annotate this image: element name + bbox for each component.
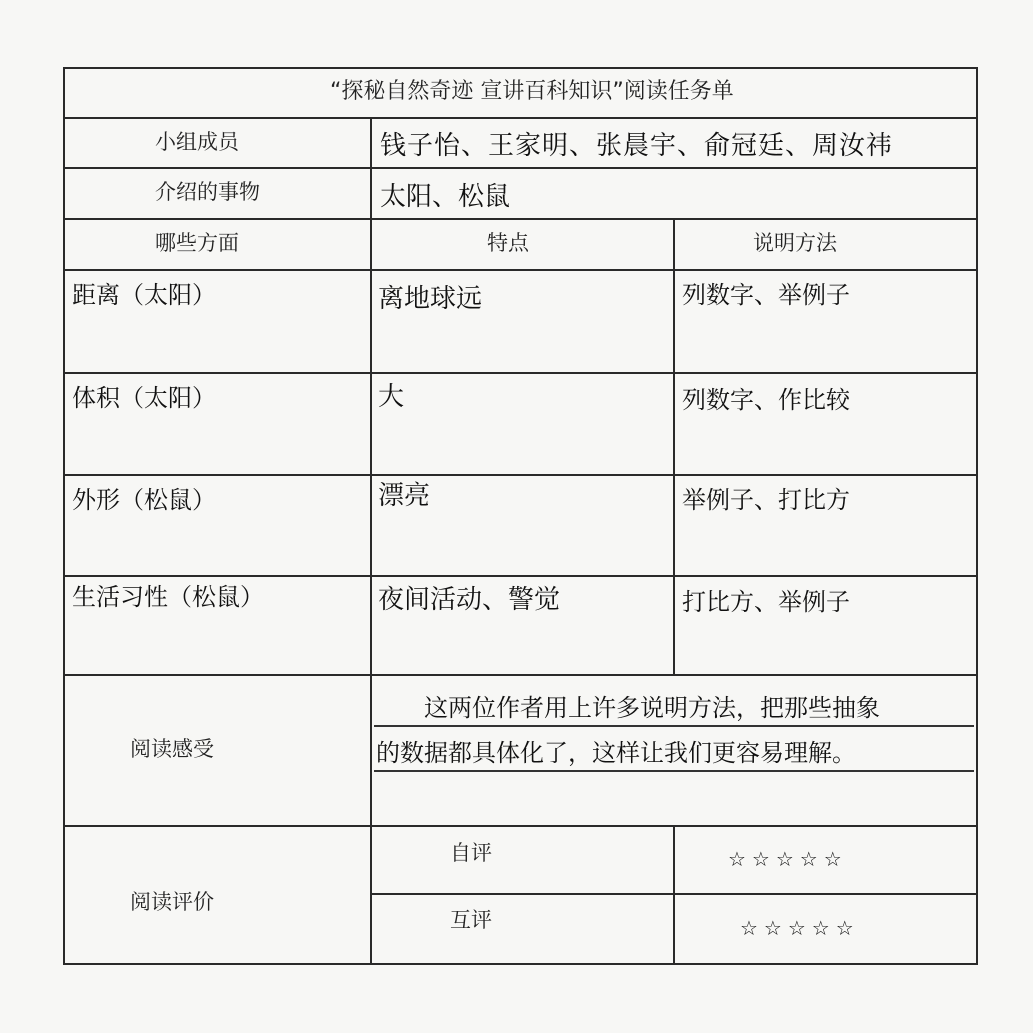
reading-feeling-line1: 这两位作者用上许多说明方法，把那些抽象 xyxy=(424,694,880,722)
self-eval-label: 自评 xyxy=(450,841,492,865)
sheet-title: “探秘自然奇迹 宣讲百科知识”阅读任务单 xyxy=(330,79,734,104)
evaluation-label: 阅读评价 xyxy=(130,890,214,914)
writing-line xyxy=(374,725,974,727)
column-divider xyxy=(673,825,675,965)
members-label: 小组成员 xyxy=(155,130,239,154)
feature-cell: 大 xyxy=(378,382,405,412)
feature-cell: 夜间活动、警觉 xyxy=(378,585,561,615)
row-divider xyxy=(63,825,978,827)
feature-cell: 漂亮 xyxy=(378,481,431,511)
feature-cell: 离地球远 xyxy=(378,284,483,314)
reading-feeling-line2: 的数据都具体化了，这样让我们更容易理解。 xyxy=(376,739,856,767)
column-divider xyxy=(370,117,372,965)
reading-feeling-label: 阅读感受 xyxy=(130,737,214,761)
table-border-left xyxy=(63,67,65,965)
self-eval-stars: ☆☆☆☆☆ xyxy=(728,847,848,871)
writing-line xyxy=(374,770,974,772)
row-divider xyxy=(63,269,978,271)
table-border-right xyxy=(976,67,978,965)
aspect-cell: 距离（太阳） xyxy=(72,281,216,309)
row-divider xyxy=(63,167,978,169)
header-aspect: 哪些方面 xyxy=(155,231,239,255)
method-cell: 列数字、举例子 xyxy=(682,281,850,309)
row-divider xyxy=(63,218,978,220)
row-divider xyxy=(63,474,978,476)
method-cell: 列数字、作比较 xyxy=(682,386,850,414)
aspect-cell: 体积（太阳） xyxy=(72,384,216,412)
members-value: 钱子怡、王家明、张晨宇、俞冠廷、周汝祎 xyxy=(380,131,894,161)
peer-eval-stars: ☆☆☆☆☆ xyxy=(740,916,860,940)
row-divider xyxy=(63,674,978,676)
header-feature: 特点 xyxy=(487,231,529,255)
row-divider xyxy=(63,117,978,119)
row-divider xyxy=(63,575,978,577)
subject-label: 介绍的事物 xyxy=(155,180,260,204)
peer-eval-label: 互评 xyxy=(450,908,492,932)
row-divider xyxy=(63,372,978,374)
subject-value: 太阳、松鼠 xyxy=(380,182,511,212)
aspect-cell: 外形（松鼠） xyxy=(72,486,216,514)
column-divider xyxy=(673,218,675,676)
method-cell: 举例子、打比方 xyxy=(682,486,850,514)
table-border-bottom xyxy=(63,963,978,965)
table-border-top xyxy=(63,67,978,69)
header-method: 说明方法 xyxy=(753,231,837,255)
method-cell: 打比方、举例子 xyxy=(682,588,850,616)
aspect-cell: 生活习性（松鼠） xyxy=(72,583,264,611)
